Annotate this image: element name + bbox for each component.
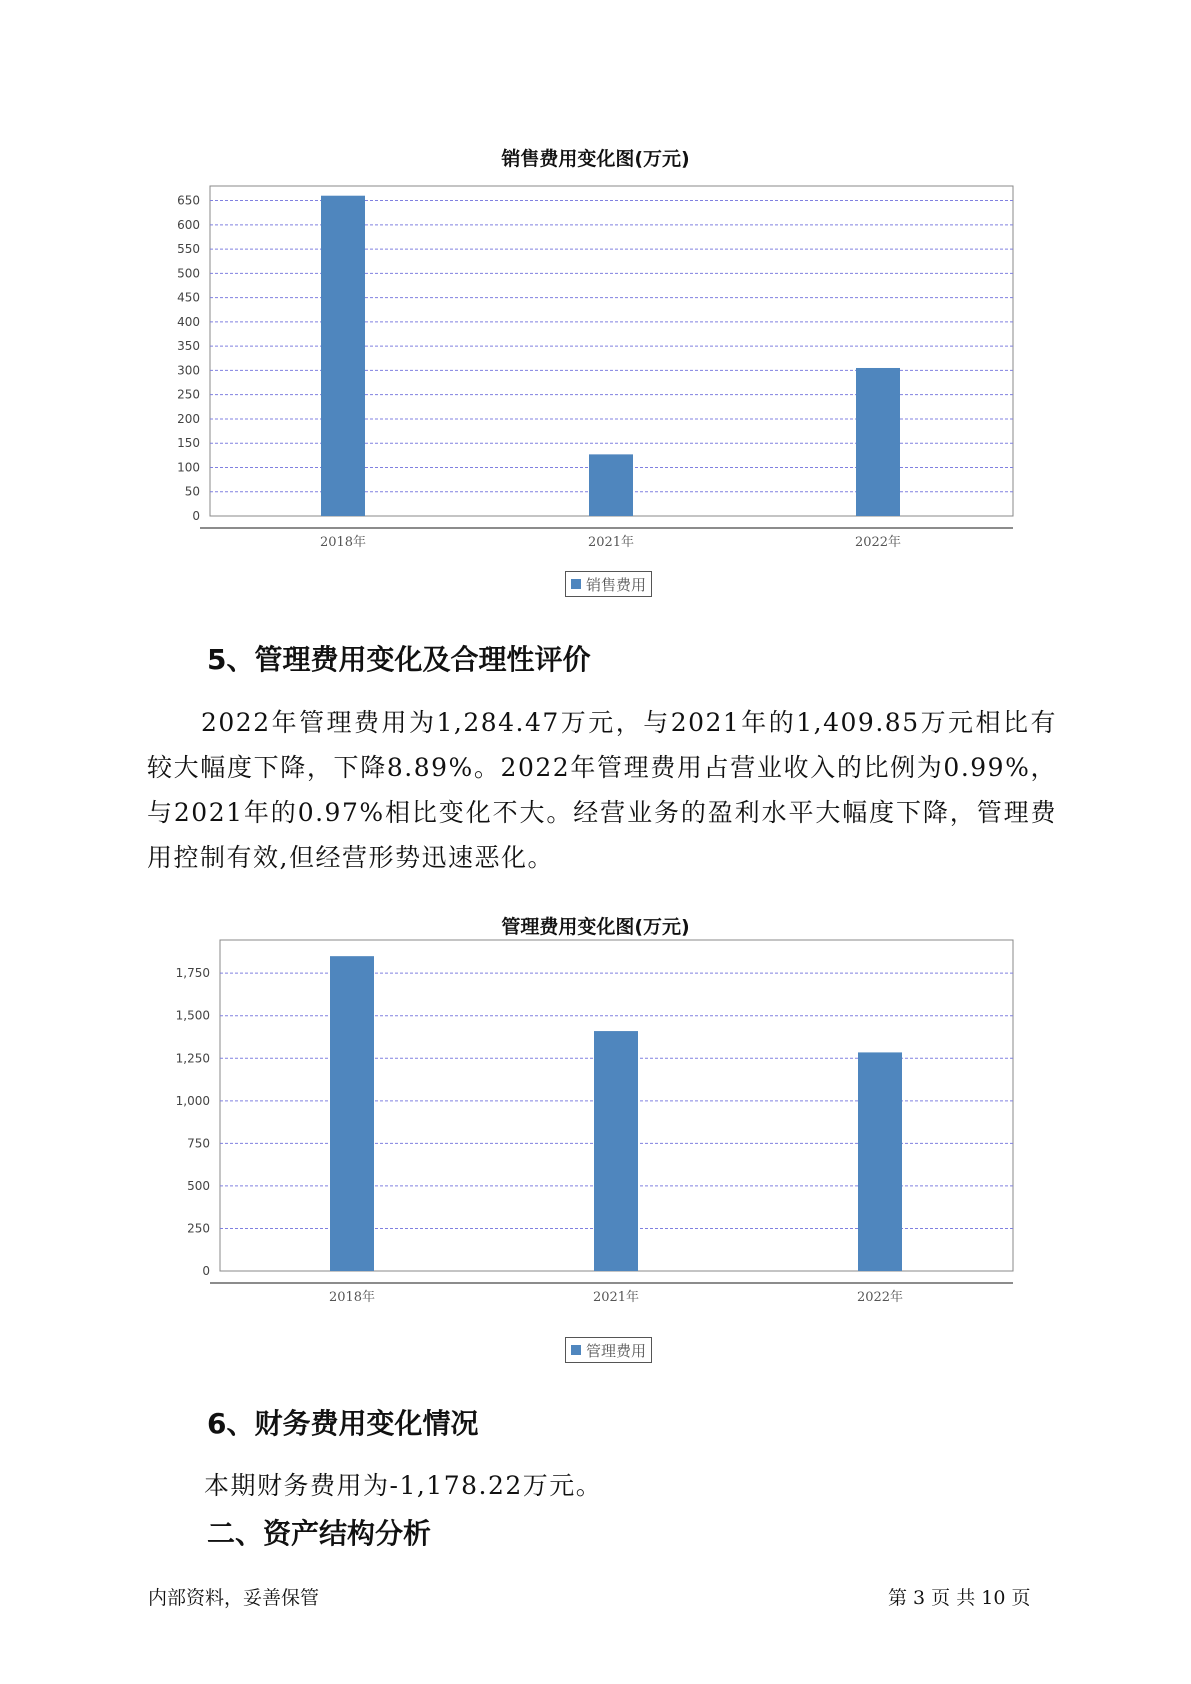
bar xyxy=(858,1052,902,1271)
x-tick-label: 2022年 xyxy=(856,1290,904,1305)
y-tick-label: 550 xyxy=(177,242,200,257)
y-tick-label: 1,750 xyxy=(175,966,210,981)
y-tick-label: 0 xyxy=(202,1264,210,1278)
y-tick-label: 1,500 xyxy=(175,1008,210,1023)
y-tick-label: 500 xyxy=(187,1178,210,1193)
y-tick-label: 600 xyxy=(177,217,200,232)
y-tick-label: 1,250 xyxy=(175,1051,210,1066)
y-tick-label: 100 xyxy=(177,460,200,475)
y-tick-label: 500 xyxy=(177,266,200,281)
section-paragraph: 2022年管理费用为1,284.47万元，与2021年的1,409.85万元相比有较大幅度下降，下降8.89%。2022年管理费用占营业收入的比例为0.99%，与2021年的0.97%相比变化不大。经营业务的盈利水平大幅度下降，管理费用控制有效,但经营形势迅速恶化。 xyxy=(147,708,1057,872)
y-tick-label: 50 xyxy=(184,484,200,499)
y-tick-label: 150 xyxy=(177,436,200,451)
chart-title: 销售费用变化图(万元) xyxy=(501,148,690,170)
y-tick-label: 0 xyxy=(192,509,200,523)
y-tick-label: 750 xyxy=(187,1136,210,1151)
legend-label: 管理费用 xyxy=(586,1341,647,1360)
x-tick-label: 2018年 xyxy=(328,1290,376,1305)
bar xyxy=(330,956,374,1271)
chart-legend xyxy=(565,1337,652,1363)
y-tick-label: 300 xyxy=(177,363,200,378)
legend-label: 销售费用 xyxy=(586,575,647,594)
x-tick-label: 2022年 xyxy=(854,535,902,550)
y-tick-label: 650 xyxy=(177,193,200,208)
y-tick-label: 250 xyxy=(187,1221,210,1236)
y-tick-label: 350 xyxy=(177,339,200,354)
section-paragraph: 本期财务费用为-1,178.22万元。 xyxy=(204,1471,603,1500)
section-heading: 6、财务费用变化情况 xyxy=(207,1407,479,1440)
section-heading: 二、资产结构分析 xyxy=(207,1517,432,1550)
legend-swatch xyxy=(571,1345,581,1355)
section-heading: 5、管理费用变化及合理性评价 xyxy=(207,643,591,676)
y-tick-label: 400 xyxy=(177,314,200,329)
y-tick-label: 450 xyxy=(177,290,200,305)
x-tick-label: 2021年 xyxy=(592,1290,640,1305)
y-tick-label: 200 xyxy=(177,411,200,426)
x-tick-label: 2018年 xyxy=(319,535,367,550)
x-tick-label: 2021年 xyxy=(587,535,635,550)
bar xyxy=(594,1031,638,1271)
chart-title: 管理费用变化图(万元) xyxy=(501,916,690,938)
y-tick-label: 1,000 xyxy=(175,1093,210,1108)
y-tick-label: 250 xyxy=(177,387,200,402)
page-number: 第 3 页 共 10 页 xyxy=(888,1587,1031,1609)
footer-note: 内部资料，妥善保管 xyxy=(148,1587,320,1609)
